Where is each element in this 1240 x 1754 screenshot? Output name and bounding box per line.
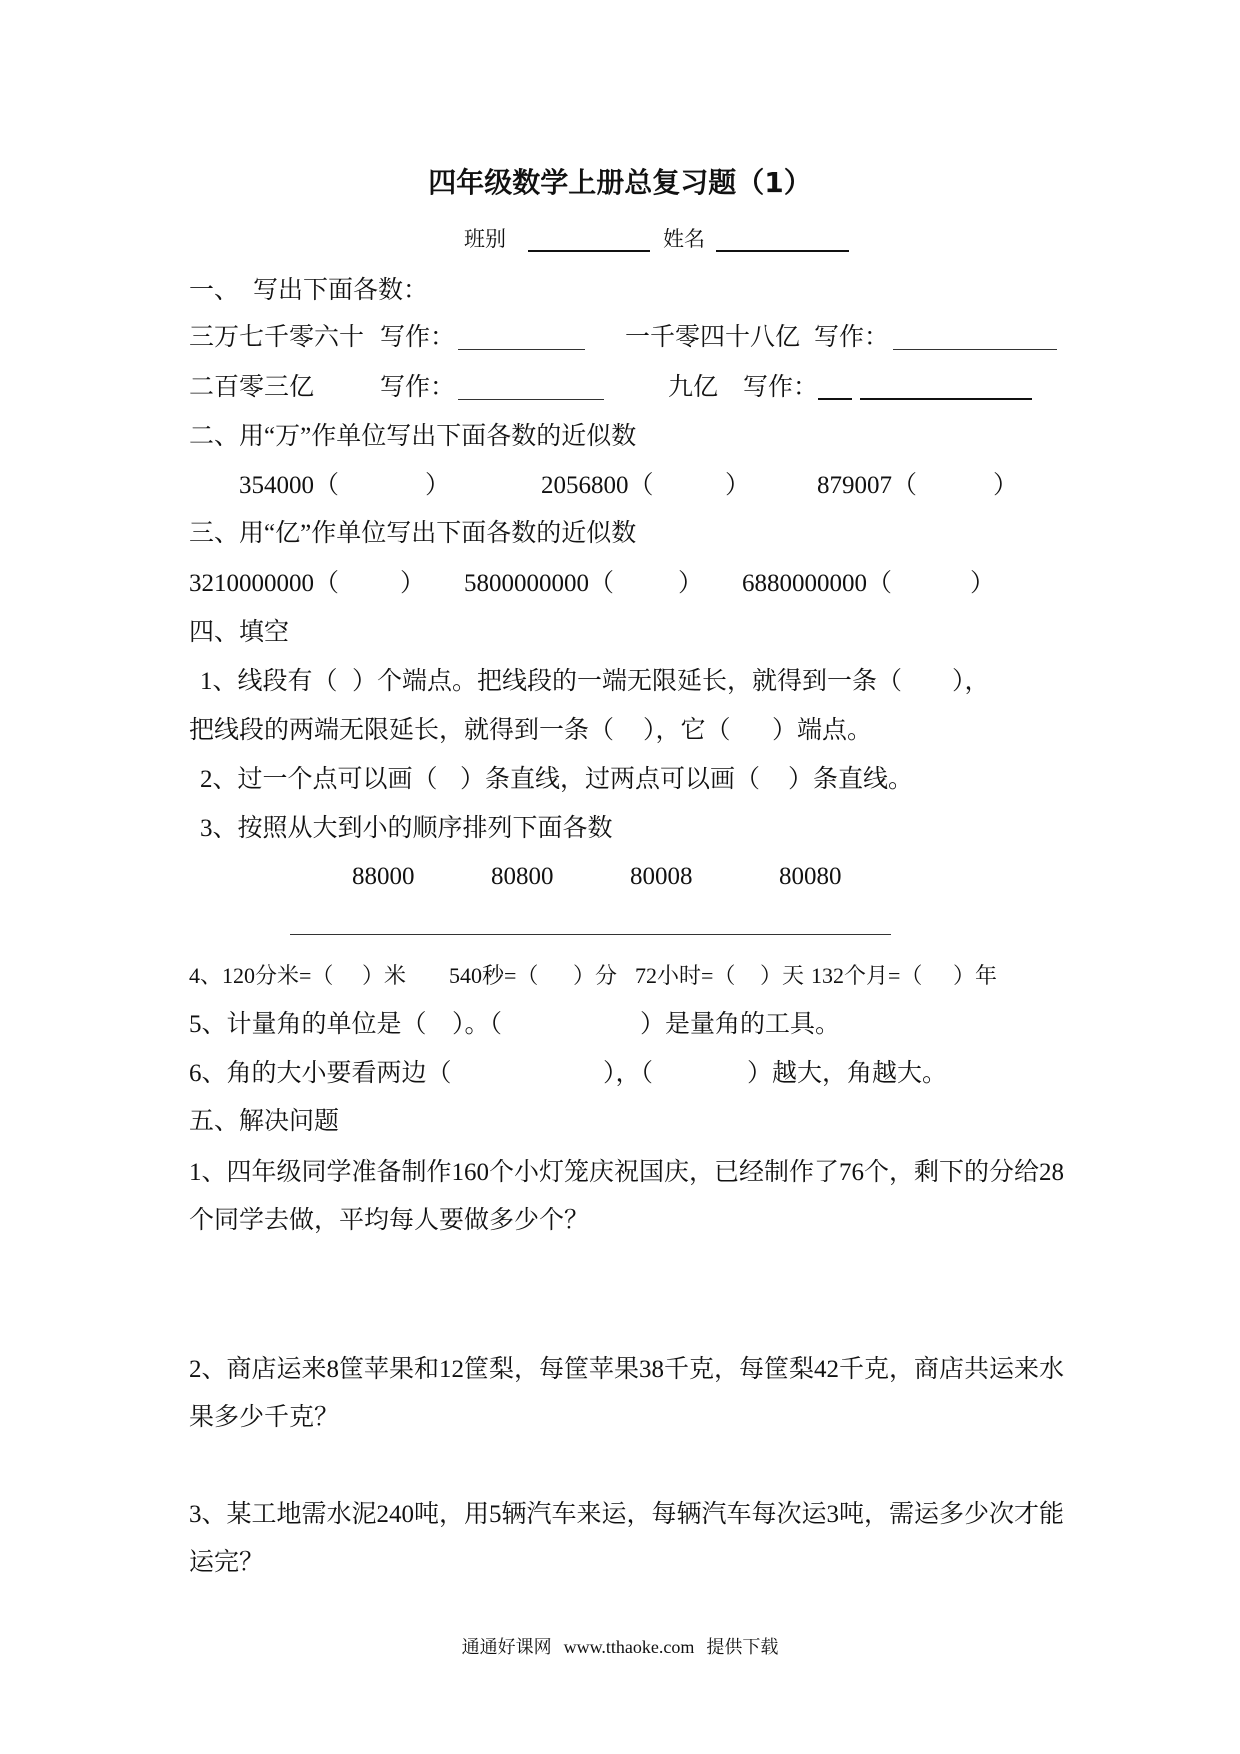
part3-close-paren-b: ） xyxy=(678,570,704,597)
q4-segment: 132个月=（ xyxy=(811,963,923,988)
problem3-line1: 3、某工地需水泥240吨，用5辆汽车来运，每辆汽车每次运3吨，需运多少次才能 xyxy=(189,1501,1065,1528)
q3-prompt: 3、按照从大到小的顺序排列下面各数 xyxy=(200,815,613,842)
q1-line1-segment: ）， xyxy=(952,668,990,695)
q3-number: 80800 xyxy=(491,863,554,890)
worksheet-title: 四年级数学上册总复习题（1） xyxy=(428,166,812,199)
problem2-line2: 果多少千克？ xyxy=(189,1404,340,1431)
part1-row1-label-b: 写作： xyxy=(814,324,890,351)
part3-heading: 三、用“亿”作单位写出下面各数的近似数 xyxy=(189,520,637,547)
footer-note: 提供下载 xyxy=(706,1637,779,1657)
q4-segment: ）分 xyxy=(573,963,618,988)
q1-line2-segment: 把线段的两端无限延长，就得到一条（ xyxy=(189,717,615,744)
name-label: 姓名 xyxy=(663,227,705,251)
q4-segment: 540秒=（ xyxy=(449,963,539,988)
part1-row2-label-b: 写作： xyxy=(743,374,819,401)
q3-number: 80008 xyxy=(630,863,693,890)
footer-url: www.tthaoke.com xyxy=(563,1637,695,1657)
q4-segment: ）米 xyxy=(362,963,407,988)
q6-segment: ），（ xyxy=(603,1060,654,1087)
q6-segment: 6、角的大小要看两边（ xyxy=(189,1060,452,1087)
part2-close-paren-a: ） xyxy=(425,472,451,499)
problem3-line2: 运完？ xyxy=(189,1549,265,1576)
answer-blank xyxy=(818,398,852,400)
answer-blank xyxy=(893,349,1057,350)
part1-row2-words-b: 九亿 xyxy=(668,374,719,401)
q3-number: 88000 xyxy=(352,863,415,890)
q6-segment: ）越大，角越大。 xyxy=(747,1060,948,1087)
name-answer-blank xyxy=(716,250,849,252)
part3-close-paren-a: ） xyxy=(400,570,426,597)
problem2-line1: 2、商店运来8筐苹果和12筐梨，每筐苹果38千克，每筐梨42千克，商店共运来水 xyxy=(189,1356,1065,1383)
part1-row1-words-b: 一千零四十八亿 xyxy=(625,324,801,351)
part4-heading: 四、填空 xyxy=(189,619,290,646)
part1-row1-words-a: 三万七千零六十 xyxy=(189,324,365,351)
part3-number-b: 5800000000（ xyxy=(464,570,615,597)
q4-segment: ）年 xyxy=(953,963,998,988)
q4-segment: ）天 xyxy=(760,963,805,988)
q5-segment: ）。（ xyxy=(452,1011,503,1038)
part1-row1-label-a: 写作： xyxy=(380,324,456,351)
class-answer-blank xyxy=(528,250,650,252)
q3-answer-line xyxy=(290,934,891,935)
class-label: 班别 xyxy=(464,227,506,251)
part3-close-paren-c: ） xyxy=(970,570,996,597)
q1-line1-segment: ）个端点。把线段的一端无限延长，就得到一条（ xyxy=(352,668,903,695)
part2-close-paren-c: ） xyxy=(993,472,1019,499)
part1-row2-words-a: 二百零三亿 xyxy=(189,374,315,401)
q2-segment: ）条直线。 xyxy=(788,766,914,793)
problem1-line2: 个同学去做，平均每人要做多少个？ xyxy=(189,1207,590,1234)
q3-number: 80080 xyxy=(779,863,842,890)
q1-line2-segment: ），它（ xyxy=(643,717,731,744)
page-footer xyxy=(0,1638,1240,1656)
q2-segment: ）条直线，过两点可以画（ xyxy=(460,766,761,793)
part3-number-c: 6880000000（ xyxy=(742,570,893,597)
answer-blank xyxy=(458,399,604,400)
part2-close-paren-b: ） xyxy=(725,472,751,499)
q1-line2-segment: ）端点。 xyxy=(772,717,873,744)
part3-number-a: 3210000000（ xyxy=(189,570,340,597)
part5-heading: 五、解决问题 xyxy=(189,1108,340,1135)
footer-site-name: 通通好课网 xyxy=(461,1637,552,1657)
q4-segment: 72小时=（ xyxy=(635,963,736,988)
part1-heading-text: 写出下面各数： xyxy=(253,277,429,304)
answer-blank xyxy=(860,398,1032,400)
part2-number-b: 2056800（ xyxy=(541,472,654,499)
q1-line1-segment: 1、线段有（ xyxy=(200,668,338,695)
q5-segment: 5、计量角的单位是（ xyxy=(189,1011,427,1038)
part1-row2-label-a: 写作： xyxy=(380,374,456,401)
part2-number-c: 879007（ xyxy=(817,472,918,499)
problem1-line1: 1、四年级同学准备制作160个小灯笼庆祝国庆，已经制作了76个，剩下的分给28 xyxy=(189,1159,1065,1186)
part1-heading-number: 一、 xyxy=(189,277,240,304)
part2-number-a: 354000（ xyxy=(239,472,340,499)
q5-segment: ）是量角的工具。 xyxy=(640,1011,841,1038)
answer-blank xyxy=(458,349,585,350)
part2-heading: 二、用“万”作单位写出下面各数的近似数 xyxy=(189,423,637,450)
q2-segment: 2、过一个点可以画（ xyxy=(200,766,438,793)
q4-segment: 4、120分米=（ xyxy=(189,963,334,988)
